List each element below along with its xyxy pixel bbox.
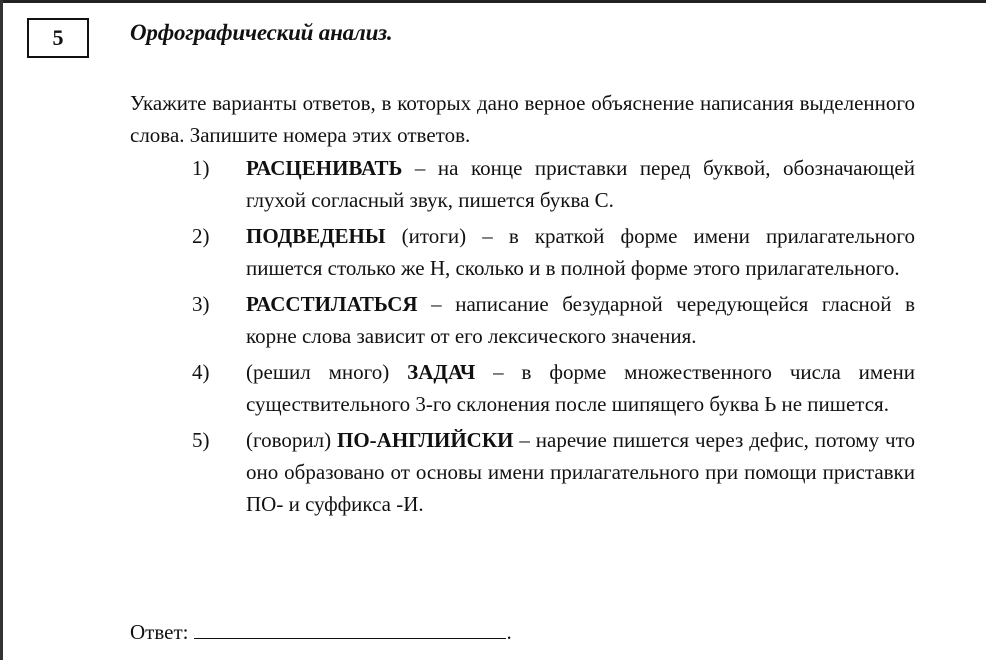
top-rule: [0, 0, 986, 3]
option-explanation: – наречие пишется через дефис, потому что оно образовано от основы имени прилагательного при помощи приставки ПО- и суффикса -И.: [246, 428, 915, 516]
option-3: [180, 288, 915, 352]
option-keyword: РАСЦЕНИВАТЬ: [246, 156, 403, 180]
option-explanation: – в форме множественного числа имени существительного 3-го склонения после шипящего буква Ь не пишется.: [246, 360, 915, 416]
task-number: 5: [52, 25, 64, 50]
instruction-text: Укажите варианты ответов, в которых дано верное объяснение написания выделенного слова. Запишите номера этих ответов.: [130, 91, 915, 147]
answer-blank-field[interactable]: [194, 620, 506, 639]
option-5: [180, 424, 915, 520]
options-list: [180, 152, 915, 524]
option-number: 2): [192, 224, 210, 248]
option-explanation: (итоги) – в краткой форме имени прилагательного пишется столько же Н, сколько и в полной форме этого прилагательного.: [246, 224, 915, 280]
option-number: 3): [192, 292, 210, 316]
option-1: [180, 152, 915, 216]
option-number: 4): [192, 360, 210, 384]
option-text: [246, 152, 915, 216]
option-keyword: ПОДВЕДЕНЫ: [246, 224, 386, 248]
option-keyword: ПО-АНГЛИЙСКИ: [337, 428, 514, 452]
option-2: [180, 220, 915, 284]
option-prefix: (говорил): [246, 428, 338, 452]
option-explanation: – на конце приставки перед буквой, обозначающей глухой согласный звук, пишется буква С.: [246, 156, 915, 212]
option-text: [246, 288, 915, 352]
option-keyword: РАССТИЛАТЬСЯ: [246, 292, 418, 316]
left-border: [0, 0, 3, 660]
answer-row: [130, 620, 512, 645]
option-4: [180, 356, 915, 420]
option-text: [246, 220, 915, 284]
option-prefix: (решил много): [246, 360, 408, 384]
option-keyword: ЗАДАЧ: [407, 360, 476, 384]
answer-end-mark: .: [506, 620, 512, 644]
option-number: 5): [192, 428, 210, 452]
option-number: 1): [192, 156, 210, 180]
option-text: [246, 424, 915, 520]
answer-label: Ответ:: [130, 620, 189, 644]
task-number-box: [27, 18, 89, 58]
option-text: [246, 356, 915, 420]
option-explanation: – написание безударной чередующейся гласной в корне слова зависит от его лексического значения.: [246, 292, 915, 348]
task-title: Орфографический анализ.: [130, 20, 393, 45]
